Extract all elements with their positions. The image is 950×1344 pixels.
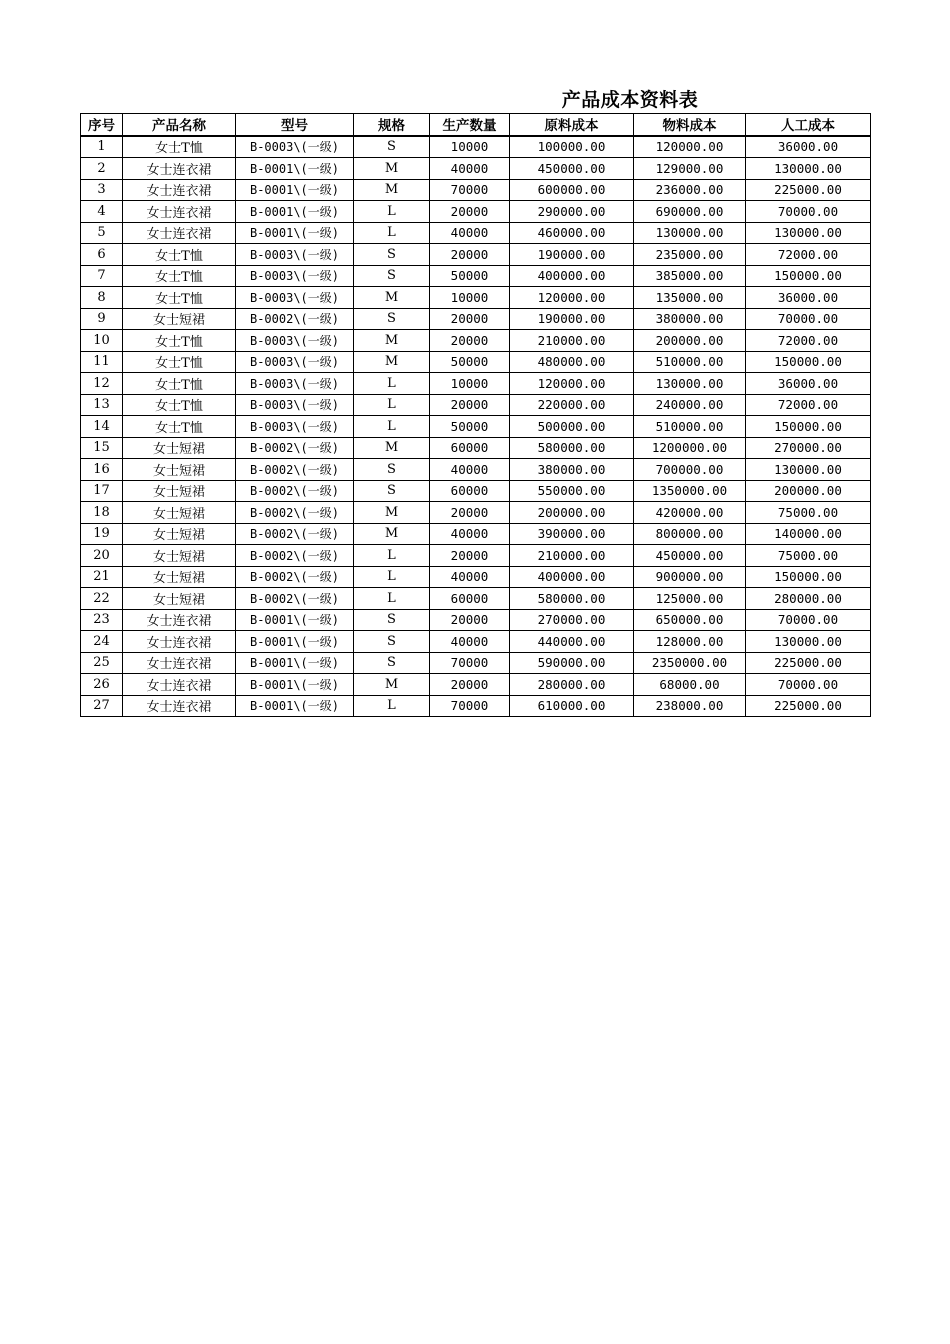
table-row: [81, 480, 871, 502]
cell-size: M: [354, 502, 430, 524]
cell-size: L: [354, 588, 430, 610]
cell-model: B-0003\(一级): [236, 394, 354, 416]
cell-index: 2: [81, 158, 123, 180]
cell-quantity: 60000: [430, 588, 510, 610]
cell-size: M: [354, 287, 430, 309]
cell-material-cost: 690000.00: [634, 201, 746, 223]
cell-raw-material-cost: 190000.00: [510, 244, 634, 266]
cell-raw-material-cost: 220000.00: [510, 394, 634, 416]
cell-product-name: 女士连衣裙: [123, 652, 236, 674]
cell-labor-cost: 225000.00: [746, 695, 871, 717]
cell-quantity: 20000: [430, 394, 510, 416]
cell-size: S: [354, 459, 430, 481]
cell-raw-material-cost: 100000.00: [510, 136, 634, 158]
cell-model: B-0001\(一级): [236, 631, 354, 653]
cell-quantity: 40000: [430, 523, 510, 545]
col-header-model: 型号: [236, 114, 354, 136]
table-row: [81, 652, 871, 674]
table-row: [81, 523, 871, 545]
cell-index: 27: [81, 695, 123, 717]
cell-product-name: 女士短裙: [123, 566, 236, 588]
table-row: [81, 631, 871, 653]
cell-size: L: [354, 222, 430, 244]
cell-raw-material-cost: 290000.00: [510, 201, 634, 223]
cell-material-cost: 128000.00: [634, 631, 746, 653]
cell-size: S: [354, 609, 430, 631]
table-row: [81, 588, 871, 610]
table-row: [81, 222, 871, 244]
table-row: [81, 179, 871, 201]
cell-size: S: [354, 265, 430, 287]
table-row: [81, 330, 871, 352]
cell-material-cost: 235000.00: [634, 244, 746, 266]
cell-index: 4: [81, 201, 123, 223]
table-row: [81, 502, 871, 524]
cell-quantity: 10000: [430, 287, 510, 309]
table-row: [81, 351, 871, 373]
cell-material-cost: 68000.00: [634, 674, 746, 696]
cell-size: M: [354, 330, 430, 352]
cell-size: L: [354, 695, 430, 717]
cell-labor-cost: 130000.00: [746, 158, 871, 180]
cell-model: B-0002\(一级): [236, 588, 354, 610]
cell-material-cost: 200000.00: [634, 330, 746, 352]
product-cost-table: [80, 113, 871, 717]
cell-material-cost: 2350000.00: [634, 652, 746, 674]
cell-labor-cost: 70000.00: [746, 609, 871, 631]
cell-product-name: 女士短裙: [123, 588, 236, 610]
cell-material-cost: 120000.00: [634, 136, 746, 158]
cell-material-cost: 130000.00: [634, 222, 746, 244]
cell-product-name: 女士连衣裙: [123, 631, 236, 653]
table-row: [81, 308, 871, 330]
cell-index: 9: [81, 308, 123, 330]
cell-quantity: 20000: [430, 609, 510, 631]
cell-index: 15: [81, 437, 123, 459]
table-row: [81, 265, 871, 287]
cell-size: L: [354, 373, 430, 395]
cell-labor-cost: 150000.00: [746, 351, 871, 373]
col-header-size: 规格: [354, 114, 430, 136]
cell-labor-cost: 36000.00: [746, 136, 871, 158]
cell-quantity: 20000: [430, 201, 510, 223]
cell-labor-cost: 72000.00: [746, 244, 871, 266]
table-header: [81, 114, 871, 136]
col-header-labor-cost: 人工成本: [746, 114, 871, 136]
cell-material-cost: 129000.00: [634, 158, 746, 180]
cell-model: B-0001\(一级): [236, 158, 354, 180]
cell-model: B-0003\(一级): [236, 416, 354, 438]
cell-index: 19: [81, 523, 123, 545]
cell-model: B-0002\(一级): [236, 566, 354, 588]
header-row: [81, 114, 871, 136]
cell-raw-material-cost: 580000.00: [510, 588, 634, 610]
cell-index: 12: [81, 373, 123, 395]
cell-quantity: 70000: [430, 179, 510, 201]
cell-labor-cost: 72000.00: [746, 330, 871, 352]
cell-material-cost: 510000.00: [634, 351, 746, 373]
col-header-product-name: 产品名称: [123, 114, 236, 136]
cell-raw-material-cost: 210000.00: [510, 330, 634, 352]
cell-raw-material-cost: 460000.00: [510, 222, 634, 244]
cell-product-name: 女士T恤: [123, 136, 236, 158]
cell-size: M: [354, 179, 430, 201]
cell-product-name: 女士连衣裙: [123, 609, 236, 631]
cell-labor-cost: 36000.00: [746, 373, 871, 395]
cell-labor-cost: 200000.00: [746, 480, 871, 502]
cell-material-cost: 380000.00: [634, 308, 746, 330]
cell-size: L: [354, 566, 430, 588]
table-row: [81, 373, 871, 395]
cell-raw-material-cost: 200000.00: [510, 502, 634, 524]
cell-product-name: 女士连衣裙: [123, 201, 236, 223]
cell-quantity: 40000: [430, 566, 510, 588]
cell-material-cost: 240000.00: [634, 394, 746, 416]
cell-quantity: 40000: [430, 158, 510, 180]
cell-quantity: 20000: [430, 545, 510, 567]
cell-model: B-0002\(一级): [236, 480, 354, 502]
cell-quantity: 40000: [430, 222, 510, 244]
cell-raw-material-cost: 450000.00: [510, 158, 634, 180]
cell-quantity: 70000: [430, 695, 510, 717]
cell-index: 20: [81, 545, 123, 567]
cell-labor-cost: 150000.00: [746, 566, 871, 588]
cell-model: B-0002\(一级): [236, 545, 354, 567]
table-row: [81, 566, 871, 588]
cell-model: B-0001\(一级): [236, 222, 354, 244]
cell-size: M: [354, 437, 430, 459]
table-row: [81, 609, 871, 631]
cell-quantity: 70000: [430, 652, 510, 674]
cell-model: B-0002\(一级): [236, 308, 354, 330]
col-header-raw-material-cost: 原料成本: [510, 114, 634, 136]
table-row: [81, 695, 871, 717]
cell-raw-material-cost: 210000.00: [510, 545, 634, 567]
cell-quantity: 50000: [430, 351, 510, 373]
cell-size: M: [354, 674, 430, 696]
cell-raw-material-cost: 590000.00: [510, 652, 634, 674]
table-body: [81, 136, 871, 717]
cell-product-name: 女士短裙: [123, 545, 236, 567]
table-row: [81, 394, 871, 416]
cell-index: 17: [81, 480, 123, 502]
cell-model: B-0001\(一级): [236, 179, 354, 201]
cell-model: B-0003\(一级): [236, 330, 354, 352]
cell-index: 22: [81, 588, 123, 610]
cell-product-name: 女士短裙: [123, 308, 236, 330]
table-row: [81, 416, 871, 438]
cell-index: 7: [81, 265, 123, 287]
cell-size: L: [354, 394, 430, 416]
cell-quantity: 20000: [430, 502, 510, 524]
cell-index: 8: [81, 287, 123, 309]
cell-raw-material-cost: 550000.00: [510, 480, 634, 502]
cell-index: 13: [81, 394, 123, 416]
cell-labor-cost: 130000.00: [746, 631, 871, 653]
cell-labor-cost: 70000.00: [746, 674, 871, 696]
cell-material-cost: 135000.00: [634, 287, 746, 309]
cell-quantity: 20000: [430, 308, 510, 330]
cell-quantity: 50000: [430, 265, 510, 287]
cell-product-name: 女士短裙: [123, 502, 236, 524]
cell-quantity: 10000: [430, 136, 510, 158]
table-row: [81, 437, 871, 459]
cell-index: 10: [81, 330, 123, 352]
cell-index: 21: [81, 566, 123, 588]
cell-quantity: 50000: [430, 416, 510, 438]
table-row: [81, 244, 871, 266]
cell-product-name: 女士短裙: [123, 437, 236, 459]
cell-model: B-0003\(一级): [236, 373, 354, 395]
cell-model: B-0002\(一级): [236, 437, 354, 459]
cell-raw-material-cost: 610000.00: [510, 695, 634, 717]
cell-material-cost: 238000.00: [634, 695, 746, 717]
cell-raw-material-cost: 380000.00: [510, 459, 634, 481]
cell-model: B-0001\(一级): [236, 652, 354, 674]
table-row: [81, 287, 871, 309]
cell-quantity: 20000: [430, 330, 510, 352]
col-header-material-cost: 物料成本: [634, 114, 746, 136]
cell-product-name: 女士T恤: [123, 330, 236, 352]
cell-product-name: 女士T恤: [123, 244, 236, 266]
cell-quantity: 40000: [430, 631, 510, 653]
sheet-title: 产品成本资料表: [561, 89, 699, 111]
cell-quantity: 40000: [430, 459, 510, 481]
cell-material-cost: 130000.00: [634, 373, 746, 395]
cell-model: B-0003\(一级): [236, 351, 354, 373]
cell-index: 25: [81, 652, 123, 674]
cell-labor-cost: 36000.00: [746, 287, 871, 309]
cell-index: 6: [81, 244, 123, 266]
cell-index: 3: [81, 179, 123, 201]
cell-model: B-0003\(一级): [236, 136, 354, 158]
table-row: [81, 158, 871, 180]
cell-raw-material-cost: 500000.00: [510, 416, 634, 438]
cell-index: 23: [81, 609, 123, 631]
cell-labor-cost: 150000.00: [746, 265, 871, 287]
cell-model: B-0001\(一级): [236, 609, 354, 631]
cell-raw-material-cost: 580000.00: [510, 437, 634, 459]
cell-size: S: [354, 652, 430, 674]
cell-size: S: [354, 244, 430, 266]
cell-index: 1: [81, 136, 123, 158]
cell-model: B-0002\(一级): [236, 459, 354, 481]
cell-model: B-0003\(一级): [236, 265, 354, 287]
cell-labor-cost: 270000.00: [746, 437, 871, 459]
cell-product-name: 女士T恤: [123, 394, 236, 416]
cell-labor-cost: 225000.00: [746, 179, 871, 201]
cell-product-name: 女士T恤: [123, 351, 236, 373]
cell-size: L: [354, 201, 430, 223]
cell-raw-material-cost: 190000.00: [510, 308, 634, 330]
cell-product-name: 女士连衣裙: [123, 695, 236, 717]
cell-size: M: [354, 158, 430, 180]
cell-size: M: [354, 523, 430, 545]
cell-index: 16: [81, 459, 123, 481]
cell-product-name: 女士T恤: [123, 265, 236, 287]
cell-product-name: 女士连衣裙: [123, 222, 236, 244]
cell-quantity: 10000: [430, 373, 510, 395]
cell-index: 5: [81, 222, 123, 244]
cell-product-name: 女士连衣裙: [123, 179, 236, 201]
cell-raw-material-cost: 440000.00: [510, 631, 634, 653]
cell-product-name: 女士短裙: [123, 523, 236, 545]
cell-material-cost: 800000.00: [634, 523, 746, 545]
cell-size: M: [354, 351, 430, 373]
cell-index: 26: [81, 674, 123, 696]
cell-material-cost: 1350000.00: [634, 480, 746, 502]
col-header-quantity: 生产数量: [430, 114, 510, 136]
cell-product-name: 女士短裙: [123, 459, 236, 481]
cell-material-cost: 900000.00: [634, 566, 746, 588]
cell-labor-cost: 130000.00: [746, 459, 871, 481]
table-row: [81, 674, 871, 696]
cell-labor-cost: 70000.00: [746, 201, 871, 223]
cell-labor-cost: 70000.00: [746, 308, 871, 330]
cell-quantity: 60000: [430, 437, 510, 459]
cell-material-cost: 236000.00: [634, 179, 746, 201]
cell-product-name: 女士短裙: [123, 480, 236, 502]
cell-model: B-0001\(一级): [236, 201, 354, 223]
col-header-index: 序号: [81, 114, 123, 136]
cell-size: S: [354, 631, 430, 653]
cell-quantity: 20000: [430, 244, 510, 266]
cell-labor-cost: 225000.00: [746, 652, 871, 674]
cell-size: S: [354, 480, 430, 502]
cell-material-cost: 450000.00: [634, 545, 746, 567]
cell-product-name: 女士T恤: [123, 373, 236, 395]
cell-material-cost: 125000.00: [634, 588, 746, 610]
cell-product-name: 女士T恤: [123, 416, 236, 438]
cell-product-name: 女士连衣裙: [123, 158, 236, 180]
cell-model: B-0001\(一级): [236, 674, 354, 696]
cell-raw-material-cost: 120000.00: [510, 373, 634, 395]
cell-model: B-0003\(一级): [236, 287, 354, 309]
cell-material-cost: 1200000.00: [634, 437, 746, 459]
cell-model: B-0003\(一级): [236, 244, 354, 266]
cell-material-cost: 420000.00: [634, 502, 746, 524]
cell-labor-cost: 130000.00: [746, 222, 871, 244]
table-row: [81, 201, 871, 223]
cell-quantity: 20000: [430, 674, 510, 696]
cell-raw-material-cost: 120000.00: [510, 287, 634, 309]
cell-size: S: [354, 136, 430, 158]
cell-index: 18: [81, 502, 123, 524]
cell-model: B-0002\(一级): [236, 523, 354, 545]
cell-labor-cost: 75000.00: [746, 545, 871, 567]
cell-raw-material-cost: 390000.00: [510, 523, 634, 545]
cell-raw-material-cost: 480000.00: [510, 351, 634, 373]
cell-raw-material-cost: 400000.00: [510, 566, 634, 588]
cell-size: L: [354, 545, 430, 567]
cell-raw-material-cost: 400000.00: [510, 265, 634, 287]
cell-labor-cost: 72000.00: [746, 394, 871, 416]
cell-material-cost: 385000.00: [634, 265, 746, 287]
cell-model: B-0001\(一级): [236, 695, 354, 717]
cell-raw-material-cost: 270000.00: [510, 609, 634, 631]
cell-material-cost: 650000.00: [634, 609, 746, 631]
cell-index: 11: [81, 351, 123, 373]
cell-model: B-0002\(一级): [236, 502, 354, 524]
cell-labor-cost: 280000.00: [746, 588, 871, 610]
cell-size: S: [354, 308, 430, 330]
table-row: [81, 136, 871, 158]
cell-raw-material-cost: 280000.00: [510, 674, 634, 696]
table-row: [81, 545, 871, 567]
cell-product-name: 女士连衣裙: [123, 674, 236, 696]
cell-labor-cost: 150000.00: [746, 416, 871, 438]
cell-labor-cost: 75000.00: [746, 502, 871, 524]
cell-size: L: [354, 416, 430, 438]
cell-quantity: 60000: [430, 480, 510, 502]
cell-index: 14: [81, 416, 123, 438]
cell-product-name: 女士T恤: [123, 287, 236, 309]
cell-labor-cost: 140000.00: [746, 523, 871, 545]
table-row: [81, 459, 871, 481]
cell-index: 24: [81, 631, 123, 653]
cell-material-cost: 700000.00: [634, 459, 746, 481]
cell-material-cost: 510000.00: [634, 416, 746, 438]
cell-raw-material-cost: 600000.00: [510, 179, 634, 201]
